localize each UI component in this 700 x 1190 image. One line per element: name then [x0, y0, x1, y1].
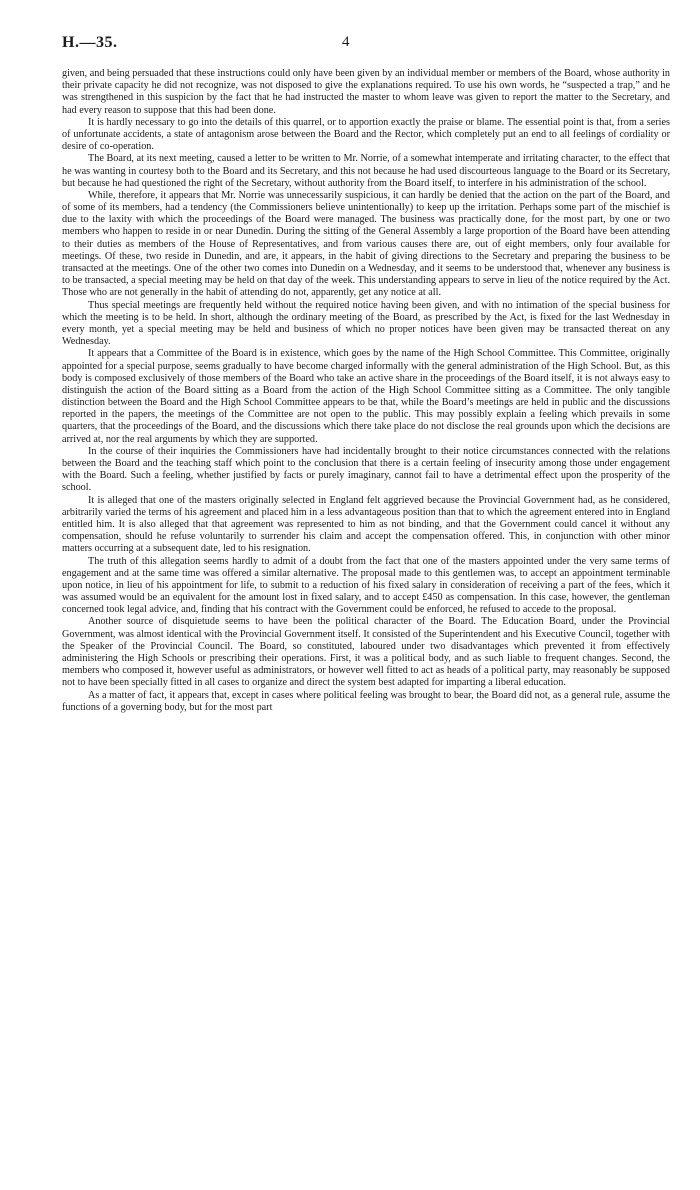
paragraph: It appears that a Committee of the Board is in existence, which goes by the name of the High School Committee. This Committee, originally appointed for a special purpose, seems gradually to have become charged informally with the general administration of the High School. But, as this body is composed exclusively of those members of the Board who take an active share in the proceedings of the Board itself, it is not always easy to distinguish the action of the Board sitting as a Board from the action of the High School Committee sitting as a Committee. The only tangible distinction between the Board and the High School Committee appears to be that, while the Board’s meetings are held in public and the discussions reported in the papers, the meetings of the Committee are not open to the public. This may possibly explain a feeling which prevails in some quarters, that the proceedings of the Board, and the discussions which there take place do not disclose the real grounds upon which the decisions are arrived at, nor the real arguments by which they are supported. — [62, 348, 670, 445]
paragraph: In the course of their inquiries the Commissioners have had incidentally brought to their notice circumstances connected with the relations between the Board and the teaching staff which point to the conclusion that there is a certain feeling of insecurity among those under engagement with the Board. Such a feeling, whether justified by facts or purely imaginary, cannot fail to have a detrimental effect upon the prosperity of the school. — [62, 445, 670, 494]
page-header — [62, 34, 670, 56]
page-number: 4 — [342, 34, 350, 50]
paragraph: While, therefore, it appears that Mr. Norrie was unnecessarily suspicious, it can hardly be denied that the action on the part of the Board, and of some of its members, had a tendency (the Commissioners believe unintentionally) to keep up the irritation. Perhaps some part of the mischief is due to the laxity with which the proceedings of the Board were managed. The business was practically done, for the most part, by one or two members who happen to reside in or near Dunedin. During the sitting of the General Assembly a large proportion of the Board have been attending to their duties as members of the House of Representatives, and from various causes there are, out of eight members, only four available for meetings. Of these, two reside in Dunedin, and are, it appears, in the habit of giving directions to the Secretary and preparing the business to be transacted at the meetings. One of the other two comes into Dunedin on a Wednesday, and it seems to be understood that, whenever any business is to be transacted, a special meeting may be held on that day of the week. This understanding appears to serve in lieu of the notice required by the Act. Those who are not generally in the habit of attending do not, apparently, get any notice at all. — [62, 189, 670, 299]
paragraph: Another source of disquietude seems to have been the political character of the Board. The Education Board, under the Provincial Government, was almost identical with the Provincial Government itself. It consisted of the Superintendent and his Executive Council, together with the Speaker of the Provincial Council. The Board, so constituted, laboured under two disadvantages which prevented it from effectively administering the High Schools or prescribing their operations. First, it was a political body, and as such liable to frequent changes. Second, the members who composed it, however useful as administrators, or however well fitted to act as heads of a political party, may reasonably be supposed not to have been specially fitted in all cases to organize and direct the system best adapted for imparting a liberal education. — [62, 616, 670, 689]
paragraph: given, and being persuaded that these instructions could only have been given by an individual member or members of the Board, whose authority in their private capacity he did not recognize, was not disposed to give the explanations required. To use his own words, he “suspected a trap,” and he was strengthened in this suspicion by the fact that he had instructed the master to whom leave was given to report the matter to the Secretary, and had every reason to suppose that this had been done. — [62, 68, 670, 116]
paragraph: As a matter of fact, it appears that, except in cases where political feeling was brought to bear, the Board did not, as a general rule, assume the functions of a governing body, but for the most part — [62, 689, 670, 713]
paragraph: The Board, at its next meeting, caused a letter to be written to Mr. Norrie, of a somewhat intemperate and irritating character, to the effect that he was wanting in courtesy both to the Board and its Secretary, and this not because he had used discourteous language to the Board or its Secretary, but because he had questioned the right of the Secretary, without authority from the Board itself, to interfere in his administration of the school. — [62, 153, 670, 189]
paragraph: It is hardly necessary to go into the details of this quarrel, or to apportion exactly the praise or blame. The essential point is that, from a series of unfortunate accidents, a state of antagonism arose between the Board and the Rector, which completely put an end to all feelings of cordiality or desire of co-operation. — [62, 116, 670, 153]
body-text — [62, 68, 670, 714]
document-code: H.—35. — [62, 34, 118, 51]
paragraph: The truth of this allegation seems hardly to admit of a doubt from the fact that one of the masters appointed under the very same terms of engagement and at the same time was offered a similar alternative. The proposal made to this gentlemen was, to accept an appointment terminable upon notice, in lieu of his appointment for life, to submit to a reduction of his fixed salary in consideration of receiving a part of the fees, which it was assumed would be an equivalent for the amount lost in fixed salary, and to accept £450 as compensation. In this case, however, the gentleman concerned took legal advice, and, finding that his contract with the Government could be enforced, he refused to accede to the proposal. — [62, 555, 670, 616]
paragraph: Thus special meetings are frequently held without the required notice having been given, and with no intimation of the special business for which the meeting is to be held. In short, although the ordinary meeting of the Board, as prescribed by the Act, is fixed for the last Wednesday in every month, yet a special meeting may be held and business of which no proper notices have been given may be transacted thereat on any Wednesday. — [62, 299, 670, 348]
paragraph: It is alleged that one of the masters originally selected in England felt aggrieved because the Provincial Government had, as he considered, arbitrarily varied the terms of his agreement and placed him in a less advantageous position than that to which the agreement entered into in England entitled him. It is also alleged that that agreement was represented to him as not binding, and that the Government could cancel it without any compensation, should he refuse voluntarily to surrender his claim and accept the compensation offered. This, in conjunction with other minor matters occurring at a subsequent date, led to his resignation. — [62, 494, 670, 555]
